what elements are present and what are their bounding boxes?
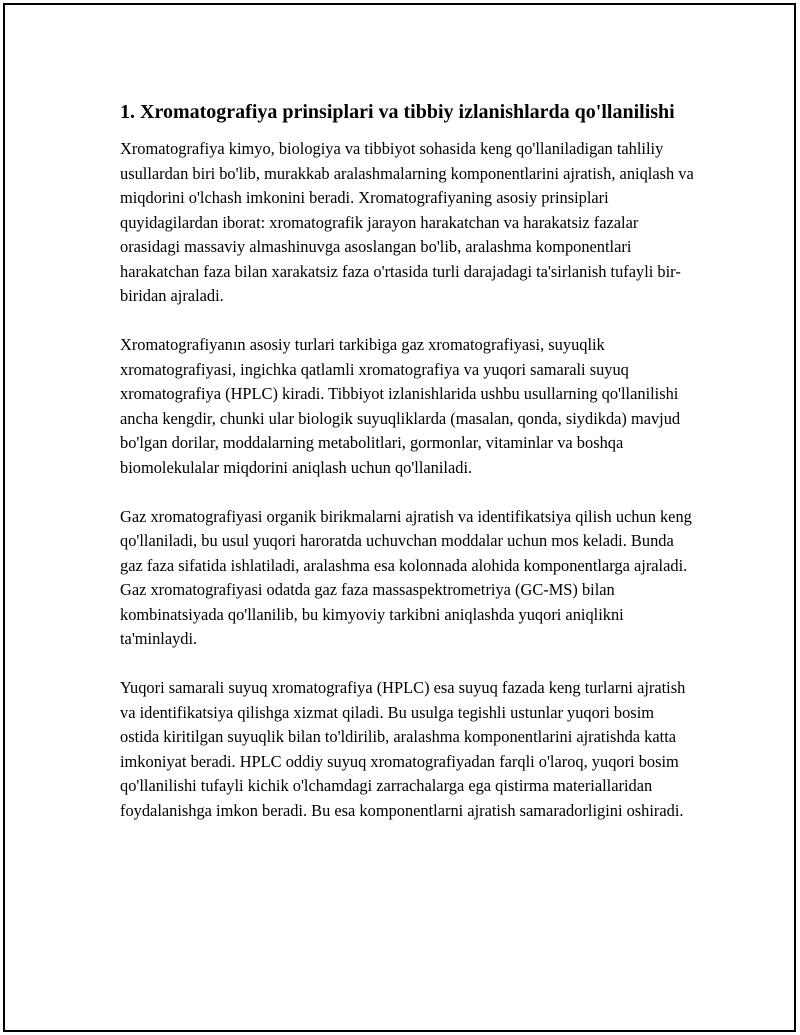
paragraph-gas-chromatography: Gaz xromatografiyasi organik birikmalarni ajratish va identifikatsiya qilish uchun keng qo'llaniladi, bu usul yuqori haroratda uchuvchan moddalar uchun mos keladi. Bunda gaz faza sifatida ishlatiladi, aralashma esa kolonnada alohida komponentlarga ajraladi. Gaz xromatografiyasi odatda gaz faza massaspektrometriya (GC-MS) bilan kombinatsiyada qo'llanilib, bu kimyoviy tarkibni aniqlashda yuqori aniqlikni ta'minlaydi. xyxy=(120,506,692,648)
paragraph-principles: Xromatografiya kimyo, biologiya va tibbiyot sohasida keng qo'llaniladigan tahliliy usullardan biri bo'lib, murakkab aralashmalarning komponentlarini ajratish, aniqlash va miqdorini o'lchash imkonini beradi. Xromatografiyaning asosiy prinsiplari quyidagilardan iborat: xromatografik jarayon harakatchan va harakatsiz fazalar orasidagi massaviy almashinuvga asoslangan bo'lib, aralashma komponentlari harakatchan faza bilan xarakatsiz faza o'rtasida turli darajadagi ta'sirlanish tufayli bir-biridan ajraladi. xyxy=(120,139,694,305)
paragraph-types: Xromatografiyanın asosiy turlari tarkibiga gaz xromatografiyasi, suyuqlik xromatografiyasi, ingichka qatlamli xromatografiya va yuqori samarali suyuq xromatografiya (HPLC) kiradi. Tibbiyot izlanishlarida ushbu usullarning qo'llanilishi ancha kengdir, chunki ular biologik suyuqliklarda (masalan, qonda, siydikda) mavjud bo'lgan dorilar, moddalarning metabolitlari, gormonlar, vitaminlar va boshqa biomolekulalar miqdorini aniqlash uchun qo'llaniladi. xyxy=(120,335,681,477)
paragraph-hplc: Yuqori samarali suyuq xromatografiya (HPLC) esa suyuq fazada keng turlarni ajratish va identifikatsiya qilishga xizmat qiladi. Bu usulga tegishli ustunlar yuqori bosim ostida kiritilgan suyuqlik bilan to'ldirilib, aralashma komponentlarini ajratishda katta imkoniyat beradi. HPLC oddiy suyuq xromatografiyadan farqli o'laroq, yuqori bosim qo'llanilishi tufayli kichik o'lchamdagi zarrachalarga ega qistirma materiallaridan foydalanishga imkon beradi. Bu esa komponentlarni ajratish samaradorligini oshiradi. xyxy=(120,678,686,820)
page-frame xyxy=(3,3,796,1032)
section-heading: 1. Xromatografiya prinsiplari va tibbiy izlanishlarda qo'llanilishi xyxy=(120,101,675,123)
document-body xyxy=(120,99,695,848)
